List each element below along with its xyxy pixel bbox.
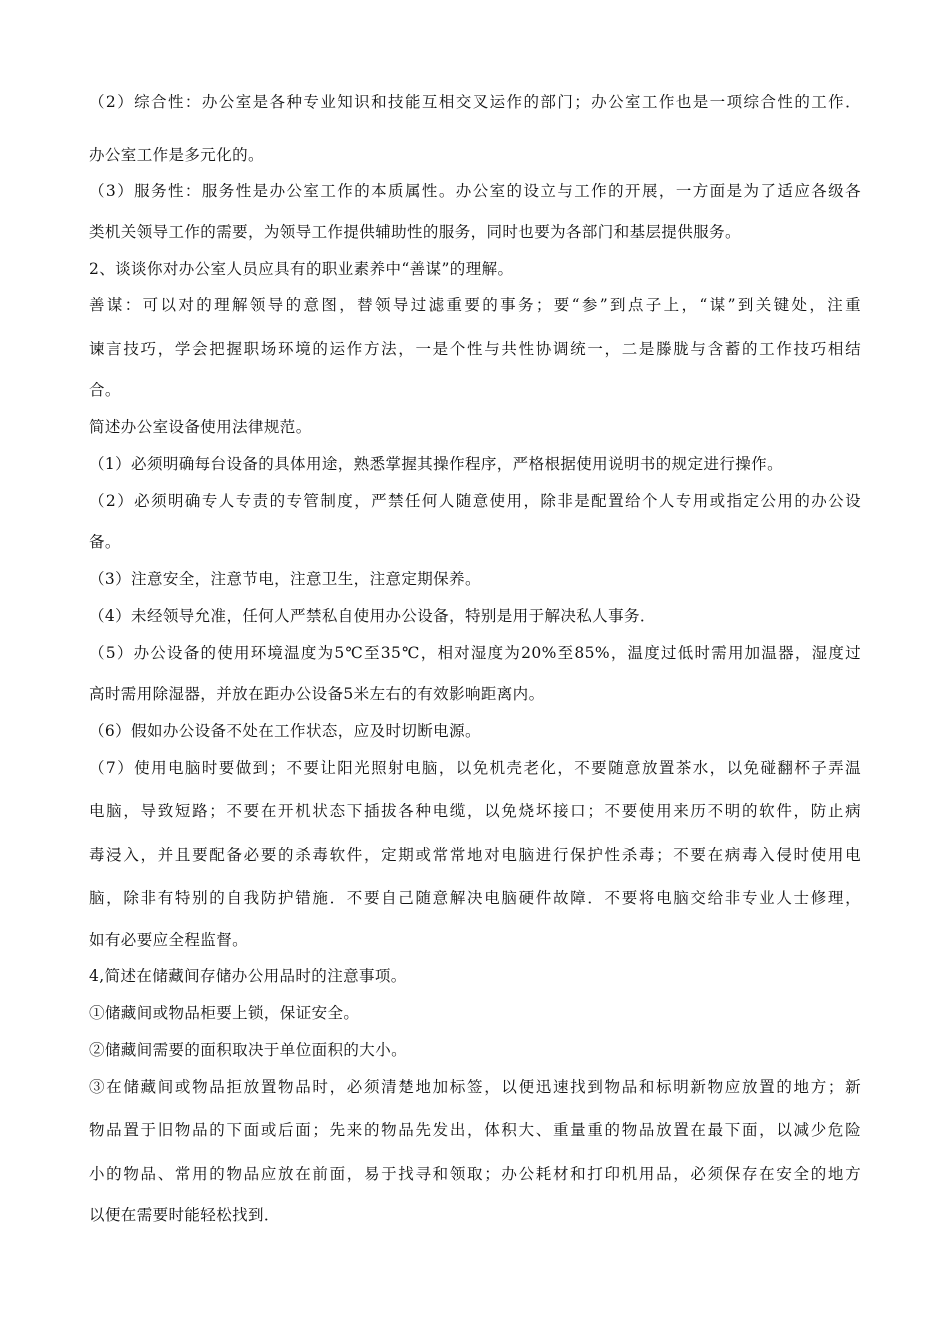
text-line: （2）必须明确专人专责的专管制度，严禁任何人随意使用，除非是配置给个人专用或指定公用的办公设 — [89, 492, 861, 510]
question-heading: 4,简述在储藏间存储办公用品时的注意事项。 — [89, 967, 407, 985]
text-line: 小的物品、常用的物品应放在前面，易于找寻和领取；办公耗材和打印机用品，必须保存在安全的地方 — [89, 1165, 861, 1183]
text-line: 类机关领导工作的需要，为领导工作提供辅助性的服务，同时也要为各部门和基层提供服务。 — [89, 223, 741, 241]
text-line: 办公室工作是多元化的。 — [89, 146, 264, 164]
text-line: 如有必要应全程监督。 — [89, 931, 249, 949]
question-heading: 2、谈谈你对办公室人员应具有的职业素养中“善谋”的理解。 — [89, 260, 514, 278]
text-line: 高时需用除湿器，并放在距办公设备5米左右的有效影响距离内。 — [89, 685, 545, 703]
text-line: （2）综合性：办公室是各种专业知识和技能互相交叉运作的部门；办公室工作也是一项综合性的工作． — [89, 93, 861, 111]
text-line: ③在储藏间或物品拒放置物品时，必须清楚地加标签，以便迅速找到物品和标明新物应放置的地方；新 — [89, 1078, 861, 1096]
text-line: 善谋：可以对的理解领导的意图，替领导过滤重要的事务；要“参”到点子上，“谋”到关键处，注重 — [89, 296, 861, 314]
text-line: （4）未经领导允准，任何人严禁私自使用办公设备，特别是用于解决私人事务． — [89, 607, 656, 625]
text-line: （1）必须明确每台设备的具体用途，熟悉掌握其操作程序，严格根据使用说明书的规定进行操作。 — [89, 455, 783, 473]
text-line: （6）假如办公设备不处在工作状态，应及时切断电源。 — [89, 722, 481, 740]
text-line: 谏言技巧，学会把握职场环境的运作方法，一是个性与共性协调统一，二是滕胧与含蓄的工作技巧相结 — [89, 340, 861, 358]
text-line: ①储藏间或物品柜要上锁，保证安全。 — [89, 1004, 360, 1022]
question-heading: 简述办公室设备使用法律规范。 — [89, 418, 312, 436]
text-line: ②储藏间需要的面积取决于单位面积的大小。 — [89, 1041, 408, 1059]
text-line: 备。 — [89, 533, 121, 551]
text-line: （5）办公设备的使用环境温度为5℃至35℃，相对湿度为20%至85%，温度过低时需用加温器，湿度过 — [89, 644, 861, 662]
text-line: （3）注意安全，注意节电，注意卫生，注意定期保养。 — [89, 570, 481, 588]
text-line: （7）使用电脑时要做到；不要让阳光照射电脑，以免机壳老化，不要随意放置茶水，以免碰翻杯子弄温 — [89, 759, 861, 777]
text-line: 电脑，导致短路；不要在开机状态下插拔各种电缆，以免烧坏接口；不要使用来历不明的软件，防止病 — [89, 802, 861, 820]
text-line: 以便在需要时能轻松找到． — [89, 1206, 280, 1224]
text-line: （3）服务性：服务性是办公室工作的本质属性。办公室的设立与工作的开展，一方面是为了适应各级各 — [89, 182, 861, 200]
text-line: 物品置于旧物品的下面或后面；先来的物品先发出，体积大、重量重的物品放置在最下面，以减少危险 — [89, 1121, 861, 1139]
text-line: 毒浸入，并且要配备必要的杀毒软件，定期或常常地对电脑进行保护性杀毒；不要在病毒入侵时使用电 — [89, 846, 861, 864]
text-line: 合。 — [89, 381, 121, 399]
text-line: 脑，除非有特别的自我防护错施．不要自己随意解决电脑硬件故障．不要将电脑交给非专业人士修理， — [89, 889, 861, 907]
